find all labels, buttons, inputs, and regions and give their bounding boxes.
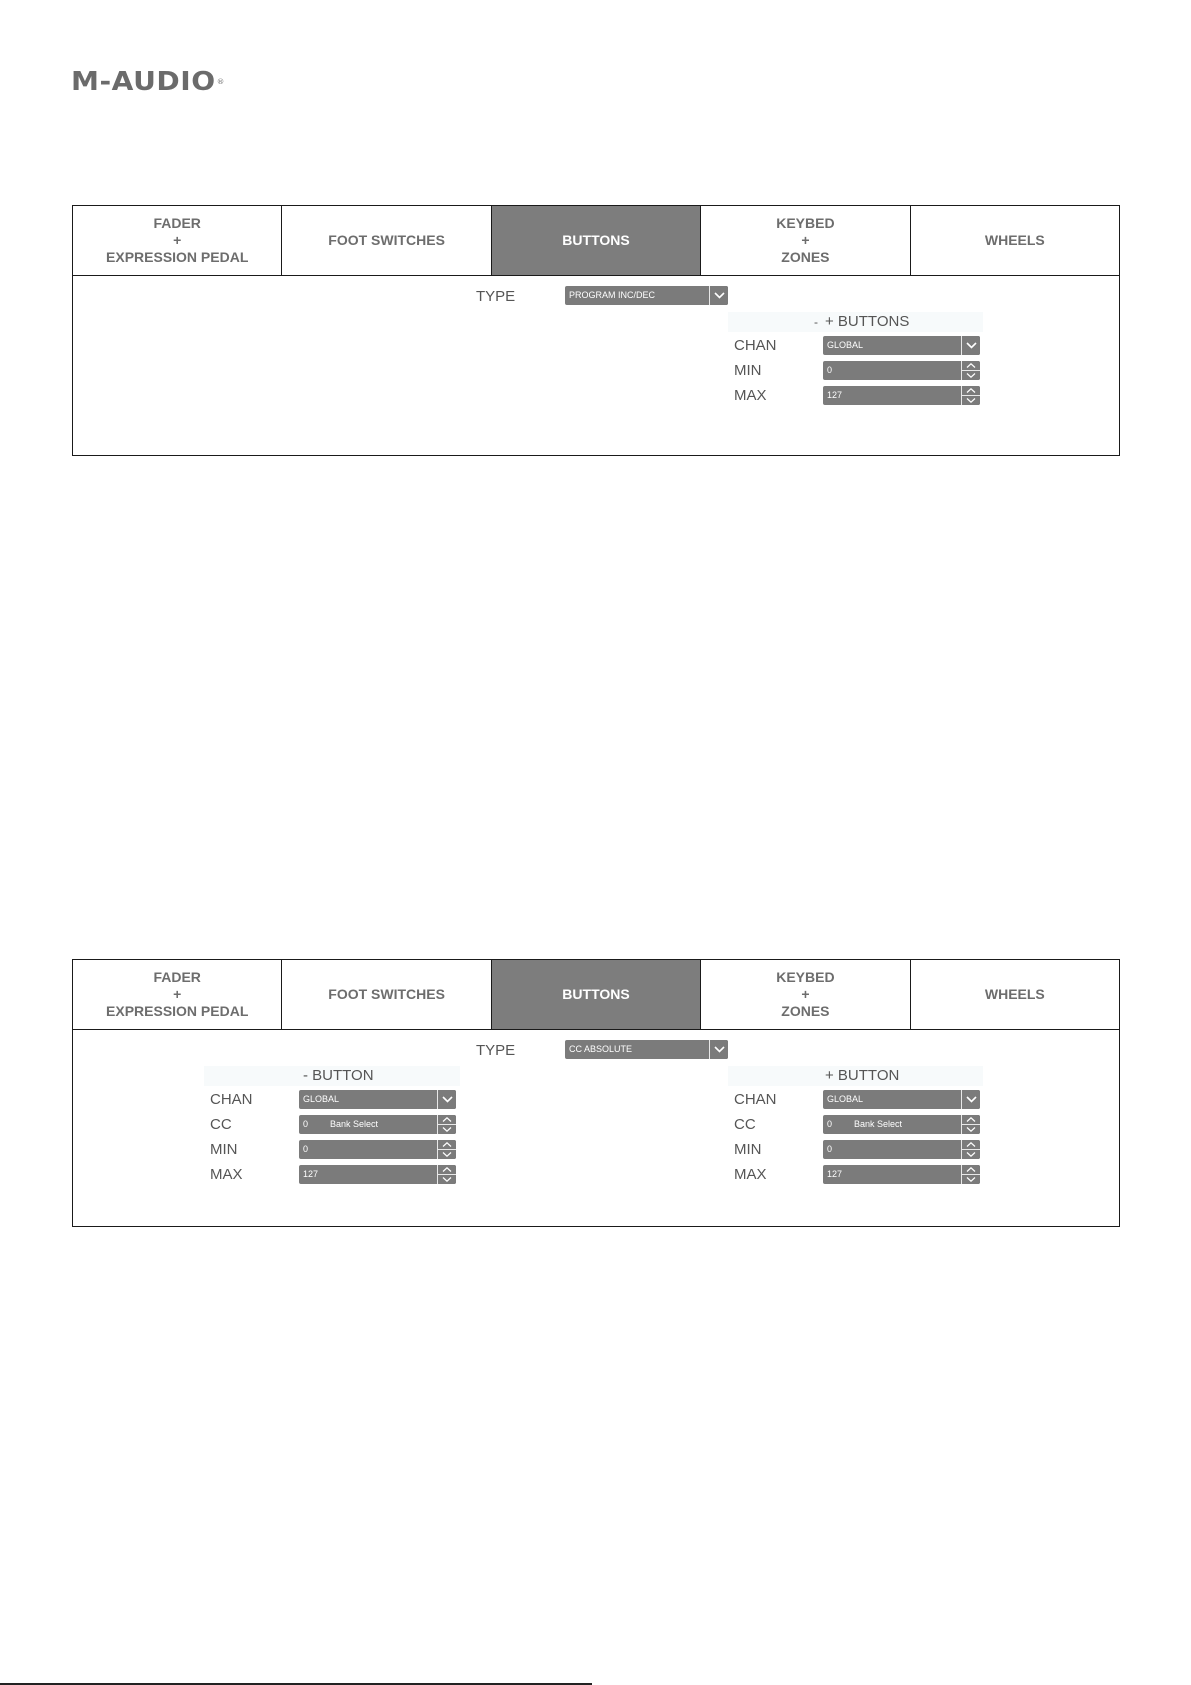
max-label: MAX bbox=[734, 387, 767, 404]
right-max-stepper[interactable] bbox=[823, 1165, 980, 1184]
max-value: 127 bbox=[827, 390, 843, 400]
chevron-down-icon[interactable] bbox=[709, 286, 728, 305]
left-cc-stepper[interactable] bbox=[299, 1115, 456, 1134]
stepper-buttons bbox=[437, 1115, 456, 1134]
tab-bar bbox=[73, 206, 1119, 276]
tab-wheels[interactable]: WHEELS bbox=[984, 232, 1045, 248]
chan-dropdown[interactable] bbox=[823, 336, 980, 355]
right-cc-stepper[interactable] bbox=[823, 1115, 980, 1134]
stepper-buttons bbox=[961, 386, 980, 405]
chevron-down-icon[interactable] bbox=[961, 1090, 980, 1109]
chevron-down-icon[interactable] bbox=[438, 1125, 456, 1134]
tab-foot-switches[interactable]: FOOT SWITCHES bbox=[282, 206, 491, 275]
left-chan-dropdown[interactable] bbox=[299, 1090, 456, 1109]
chevron-up-icon[interactable] bbox=[438, 1115, 456, 1125]
right-chan-label: CHAN bbox=[734, 1091, 777, 1108]
type-value: PROGRAM INC/DEC bbox=[569, 290, 656, 300]
right-cc-name: Bank Select bbox=[854, 1119, 903, 1129]
plus-button-header bbox=[728, 1066, 983, 1086]
chevron-down-icon[interactable] bbox=[962, 1150, 980, 1159]
stepper-buttons bbox=[961, 361, 980, 380]
min-stepper[interactable] bbox=[823, 361, 980, 380]
left-cc-value: 0 bbox=[303, 1119, 309, 1129]
left-max-value: 127 bbox=[303, 1169, 319, 1179]
tab-buttons[interactable]: BUTTONS bbox=[492, 960, 701, 1029]
tab-keybed-zones[interactable]: KEYBED + ZONES bbox=[701, 960, 910, 1029]
m-audio-logo bbox=[71, 68, 225, 96]
buttons-panel-cc-absolute bbox=[72, 959, 1120, 1227]
tab-fader-expression-pedal[interactable]: FADER + EXPRESSION PEDAL bbox=[73, 960, 282, 1029]
left-cc-label: CC bbox=[210, 1116, 232, 1133]
right-cc-value: 0 bbox=[827, 1119, 833, 1129]
chevron-up-icon[interactable] bbox=[438, 1140, 456, 1150]
left-min-value: 0 bbox=[303, 1144, 309, 1154]
chevron-up-icon[interactable] bbox=[962, 361, 980, 371]
left-cc-name: Bank Select bbox=[330, 1119, 379, 1129]
right-min-label: MIN bbox=[734, 1141, 762, 1158]
type-label: TYPE bbox=[476, 1042, 516, 1059]
chevron-down-icon[interactable] bbox=[709, 1040, 728, 1059]
minus-button-header bbox=[204, 1066, 460, 1086]
type-label: TYPE bbox=[476, 288, 516, 305]
max-stepper[interactable] bbox=[823, 386, 980, 405]
min-label: MIN bbox=[734, 362, 762, 379]
plus-buttons-header bbox=[728, 312, 983, 332]
chevron-up-icon[interactable] bbox=[962, 386, 980, 396]
chevron-down-icon[interactable] bbox=[961, 336, 980, 355]
stepper-buttons bbox=[437, 1165, 456, 1184]
right-cc-label: CC bbox=[734, 1116, 756, 1133]
tab-wheels[interactable]: WHEELS bbox=[984, 986, 1045, 1002]
min-value: 0 bbox=[827, 365, 833, 375]
stepper-buttons bbox=[437, 1140, 456, 1159]
header-minus: - bbox=[814, 315, 818, 329]
left-min-stepper[interactable] bbox=[299, 1140, 456, 1159]
type-dropdown[interactable] bbox=[565, 1040, 728, 1059]
chan-label: CHAN bbox=[734, 337, 777, 354]
buttons-panel-program-incdec bbox=[72, 205, 1120, 456]
left-max-label: MAX bbox=[210, 1166, 243, 1183]
chevron-up-icon[interactable] bbox=[962, 1165, 980, 1175]
tab-keybed-zones[interactable]: KEYBED + ZONES bbox=[701, 206, 910, 275]
tab-buttons[interactable]: BUTTONS bbox=[492, 206, 701, 275]
left-max-stepper[interactable] bbox=[299, 1165, 456, 1184]
chevron-down-icon[interactable] bbox=[438, 1175, 456, 1184]
header-title: - BUTTON bbox=[303, 1067, 374, 1084]
right-min-stepper[interactable] bbox=[823, 1140, 980, 1159]
chevron-down-icon[interactable] bbox=[438, 1150, 456, 1159]
tab-fader-expression-pedal[interactable]: FADER + EXPRESSION PEDAL bbox=[73, 206, 282, 275]
type-dropdown[interactable] bbox=[565, 286, 728, 305]
chevron-down-icon[interactable] bbox=[962, 1175, 980, 1184]
type-value: CC ABSOLUTE bbox=[569, 1044, 633, 1054]
left-min-label: MIN bbox=[210, 1141, 238, 1158]
right-chan-dropdown[interactable] bbox=[823, 1090, 980, 1109]
logo-text: M-AUDIO bbox=[71, 67, 216, 97]
trademark-symbol: ® bbox=[216, 78, 225, 86]
stepper-buttons bbox=[961, 1115, 980, 1134]
header-title: + BUTTON bbox=[825, 1067, 900, 1084]
chevron-down-icon[interactable] bbox=[962, 396, 980, 405]
chevron-up-icon[interactable] bbox=[962, 1140, 980, 1150]
tab-bar bbox=[73, 960, 1119, 1030]
chevron-down-icon[interactable] bbox=[962, 1125, 980, 1134]
right-max-label: MAX bbox=[734, 1166, 767, 1183]
header-title: + BUTTONS bbox=[825, 313, 910, 330]
tab-foot-switches[interactable]: FOOT SWITCHES bbox=[282, 960, 491, 1029]
left-chan-value: GLOBAL bbox=[303, 1094, 340, 1104]
stepper-buttons bbox=[961, 1165, 980, 1184]
right-chan-value: GLOBAL bbox=[827, 1094, 864, 1104]
chan-value: GLOBAL bbox=[827, 340, 864, 350]
right-min-value: 0 bbox=[827, 1144, 833, 1154]
left-chan-label: CHAN bbox=[210, 1091, 253, 1108]
right-max-value: 127 bbox=[827, 1169, 843, 1179]
chevron-up-icon[interactable] bbox=[962, 1115, 980, 1125]
chevron-down-icon[interactable] bbox=[437, 1090, 456, 1109]
stepper-buttons bbox=[961, 1140, 980, 1159]
chevron-up-icon[interactable] bbox=[438, 1165, 456, 1175]
chevron-down-icon[interactable] bbox=[962, 371, 980, 380]
